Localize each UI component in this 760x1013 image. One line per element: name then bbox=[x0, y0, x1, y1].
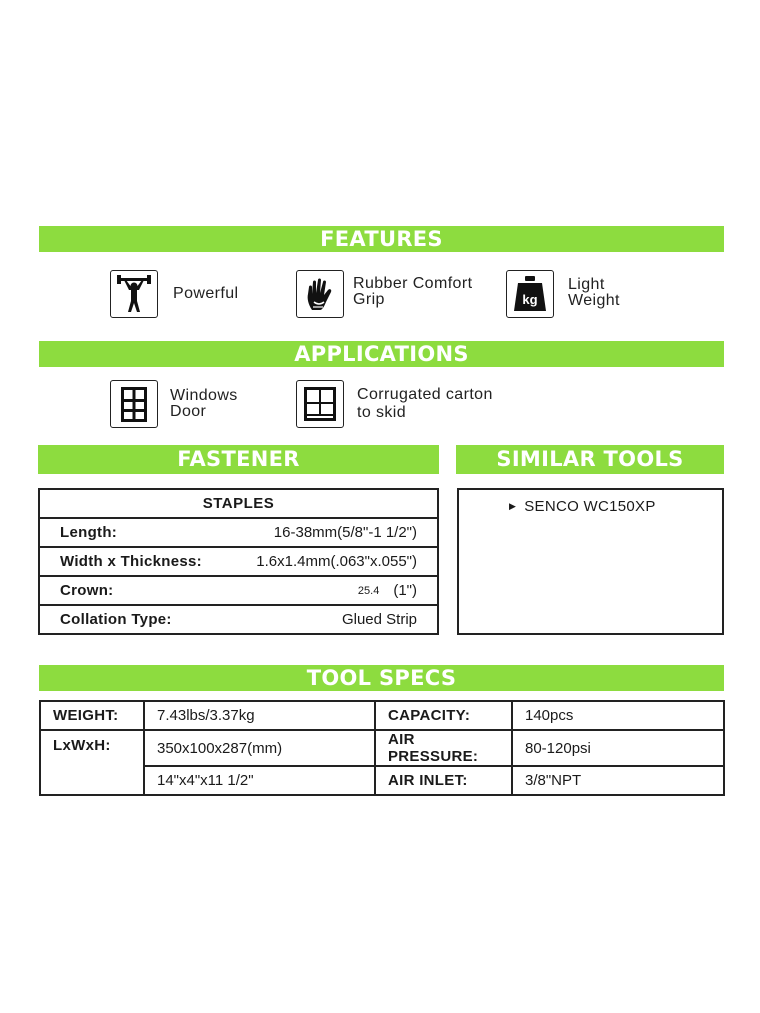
length-value: 16-38mm(5/8"-1 1/2") bbox=[229, 518, 438, 547]
width-thickness-value: 1.6x1.4mm(.063"x.055") bbox=[229, 547, 438, 576]
crown-value-mm: 25.4 bbox=[357, 585, 380, 598]
fastener-table bbox=[38, 488, 439, 635]
table-row bbox=[39, 518, 438, 547]
similar-tools-box bbox=[457, 488, 724, 635]
carton-icon bbox=[300, 384, 340, 424]
similar-tool-label: SENCO WC150XP bbox=[524, 498, 656, 515]
lwh-value-mm: 350x100x287(mm) bbox=[144, 730, 375, 766]
weightlifter-icon bbox=[114, 274, 154, 314]
carton-icon-box bbox=[296, 380, 344, 428]
air-inlet-value: 3/8"NPT bbox=[512, 766, 724, 795]
kg-weight-icon bbox=[510, 274, 550, 314]
weight-label: WEIGHT: bbox=[40, 701, 144, 730]
applications-header: APPLICATIONS bbox=[39, 341, 724, 367]
table-row bbox=[39, 605, 438, 634]
crown-label: Crown: bbox=[39, 576, 229, 605]
collation-type-value: Glued Strip bbox=[229, 605, 438, 634]
glove-icon bbox=[300, 274, 340, 314]
features-header: FEATURES bbox=[39, 226, 724, 252]
application-label-door: Door bbox=[170, 403, 207, 420]
glove-icon-box bbox=[296, 270, 344, 318]
weightlifter-icon-box bbox=[110, 270, 158, 318]
length-label: Length: bbox=[39, 518, 229, 547]
feature-label-weight-line2: Weight bbox=[568, 292, 620, 309]
similar-tool-item bbox=[509, 498, 656, 515]
fastener-table-header: STAPLES bbox=[202, 495, 275, 512]
window-icon bbox=[114, 384, 154, 424]
air-pressure-value: 80-120psi bbox=[512, 730, 724, 766]
air-pressure-label: AIR PRESSURE: bbox=[375, 730, 512, 766]
application-label-carton-line2: to skid bbox=[357, 404, 407, 421]
similar-tools-header: SIMILAR TOOLS bbox=[456, 445, 724, 474]
feature-label-powerful: Powerful bbox=[173, 285, 239, 302]
capacity-label: CAPACITY: bbox=[375, 701, 512, 730]
tool-specs-table bbox=[39, 700, 725, 796]
application-label-windows: Windows bbox=[170, 387, 238, 404]
table-row bbox=[39, 576, 438, 605]
table-row bbox=[40, 701, 724, 730]
table-row bbox=[39, 547, 438, 576]
crown-value-inch: (1") bbox=[393, 582, 417, 599]
feature-label-grip-line1: Rubber Comfort bbox=[353, 275, 473, 292]
collation-type-label: Collation Type: bbox=[39, 605, 229, 634]
feature-label-weight-line1: Light bbox=[568, 276, 605, 293]
crown-value-cell bbox=[229, 576, 438, 605]
window-icon-box bbox=[110, 380, 158, 428]
feature-label-grip-line2: Grip bbox=[353, 291, 385, 308]
kg-text: kg bbox=[522, 292, 538, 307]
kg-weight-icon-box bbox=[506, 270, 554, 318]
tool-specs-header: TOOL SPECS bbox=[39, 665, 724, 691]
weight-value: 7.43lbs/3.37kg bbox=[144, 701, 375, 730]
fastener-header: FASTENER bbox=[38, 445, 439, 474]
capacity-value: 140pcs bbox=[512, 701, 724, 730]
table-row bbox=[40, 730, 724, 766]
width-thickness-label: Width x Thickness: bbox=[39, 547, 229, 576]
application-label-carton-line1: Corrugated carton bbox=[357, 386, 493, 403]
bullet-triangle-icon: ▶ bbox=[509, 501, 517, 511]
lwh-label: LxWxH: bbox=[40, 730, 144, 795]
lwh-value-in: 14"x4"x11 1/2" bbox=[144, 766, 375, 795]
air-inlet-label: AIR INLET: bbox=[375, 766, 512, 795]
